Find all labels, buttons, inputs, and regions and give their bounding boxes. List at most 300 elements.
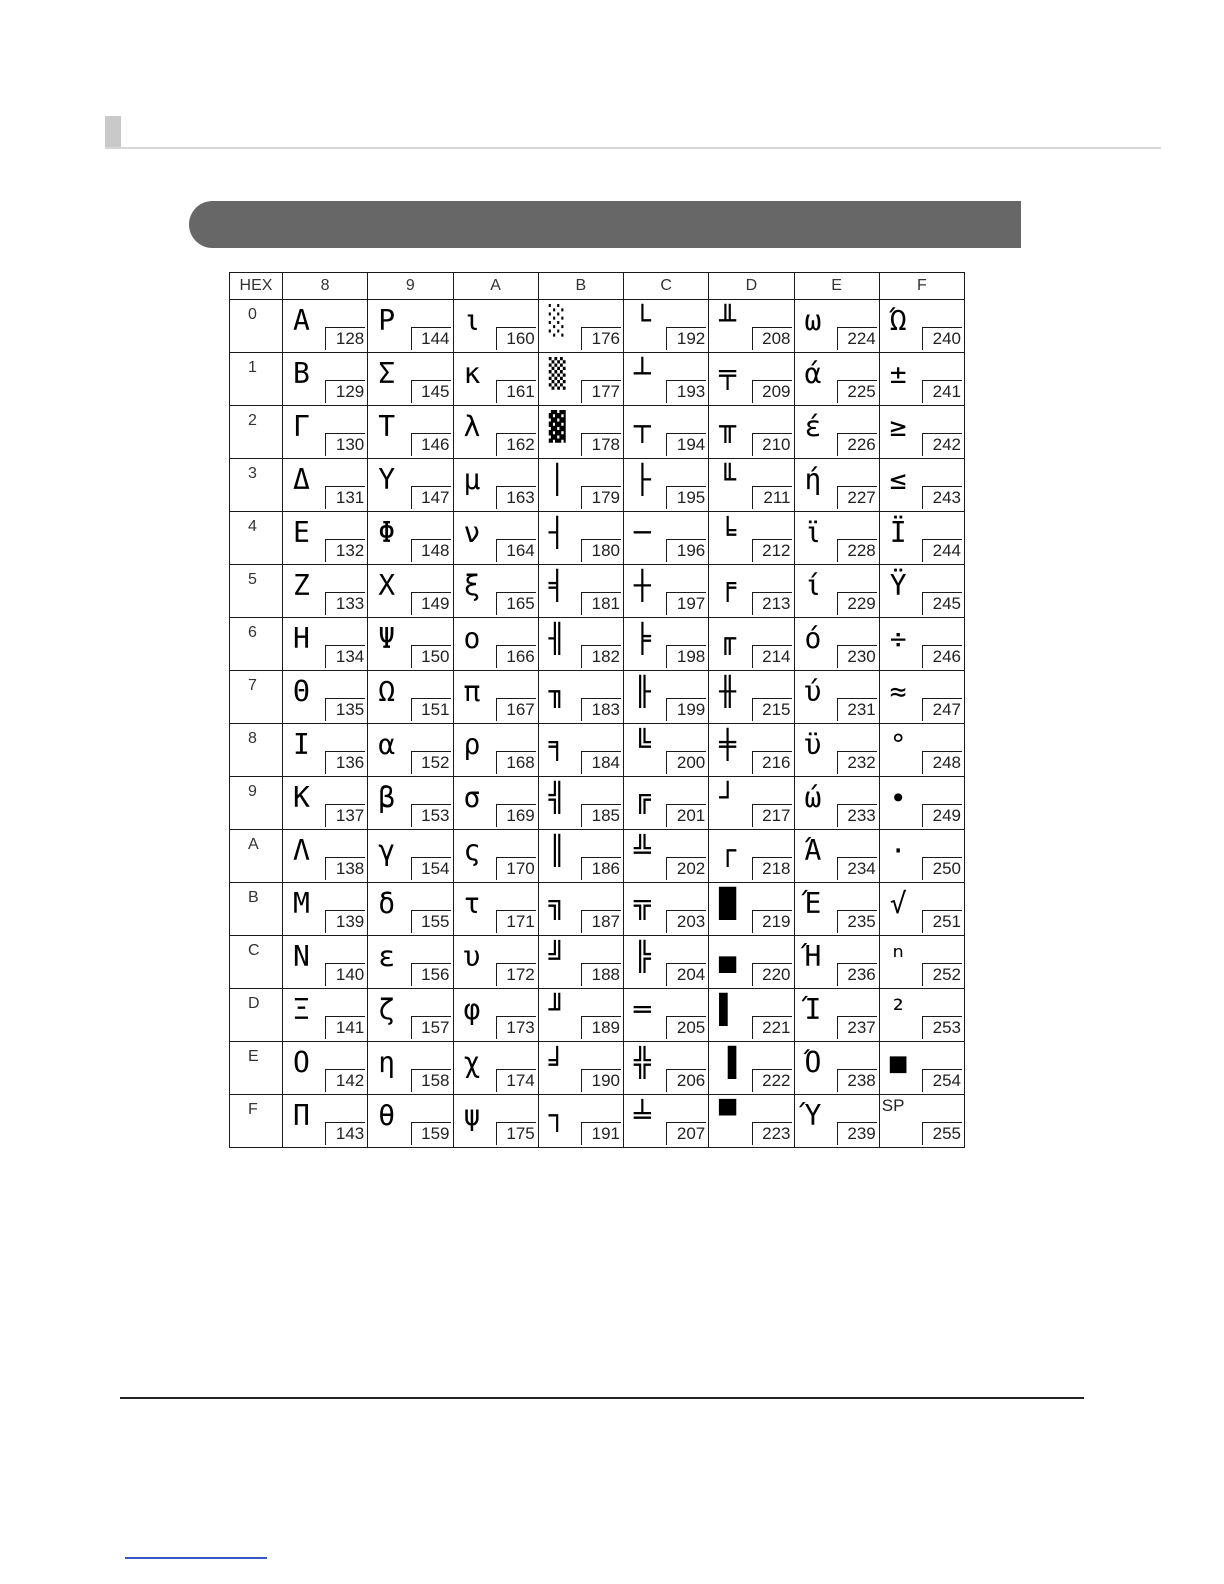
character-cell [879,618,964,671]
column-header: 8 [283,273,368,300]
decimal-code: 218 [752,857,792,880]
character-glyph: ┘ [719,781,737,814]
row-header: D [230,989,283,1042]
character-cell [283,512,368,565]
table-row [230,353,965,406]
decimal-code: 237 [837,1016,877,1039]
character-cell [794,459,879,512]
row-header: 7 [230,671,283,724]
character-cell [538,565,623,618]
decimal-code: 211 [752,486,792,509]
decimal-code: 235 [837,910,877,933]
decimal-code: 137 [325,804,365,827]
character-glyph: ό [804,622,822,655]
character-glyph: ϋ [804,728,822,761]
character-glyph: ┴ [634,357,651,390]
table-row [230,936,965,989]
character-cell [879,936,964,989]
character-cell [283,1095,368,1148]
table-row [230,830,965,883]
decimal-code: 169 [496,804,536,827]
column-header: 9 [368,273,453,300]
section-marker [105,116,121,148]
character-cell [368,830,453,883]
character-glyph: ╨ [719,304,737,337]
character-glyph: τ [463,887,481,920]
decimal-code: 233 [837,804,877,827]
decimal-code: 178 [581,433,621,456]
character-glyph: κ [463,357,481,390]
character-glyph: ┬ [634,410,651,443]
character-glyph: Η [293,622,310,655]
character-cell [283,830,368,883]
character-glyph: Π [293,1099,310,1132]
character-cell [794,1042,879,1095]
row-header: 6 [230,618,283,671]
character-cell [283,618,368,671]
character-cell [879,300,964,353]
decimal-code: 236 [837,963,877,986]
character-cell [879,459,964,512]
character-cell [709,406,794,459]
decimal-code: 168 [496,751,536,774]
decimal-code: 145 [411,380,451,403]
character-glyph: ╣ [548,781,566,814]
decimal-code: 147 [411,486,451,509]
row-header: B [230,883,283,936]
character-cell [794,1095,879,1148]
character-glyph: ■ [889,1046,907,1079]
decimal-code: 157 [411,1016,451,1039]
decimal-code: 138 [325,857,365,880]
decimal-code: 175 [496,1122,536,1145]
character-cell [879,989,964,1042]
decimal-code: 140 [325,963,365,986]
character-cell [538,883,623,936]
decimal-code: 146 [411,433,451,456]
character-cell [538,724,623,777]
decimal-code: 150 [411,645,451,668]
decimal-code: 206 [666,1069,706,1092]
character-glyph: Μ [293,887,310,920]
character-glyph: ≈ [889,675,907,708]
character-cell [453,989,538,1042]
row-header: A [230,830,283,883]
character-cell [368,883,453,936]
character-glyph: θ [378,1099,396,1132]
table-row [230,618,965,671]
decimal-code: 213 [752,592,792,615]
character-glyph: SP [881,1096,905,1115]
character-glyph: ί [804,569,822,602]
character-cell [283,353,368,406]
character-cell [709,671,794,724]
decimal-code: 253 [922,1016,962,1039]
row-header: 0 [230,300,283,353]
character-cell [283,406,368,459]
row-header: 5 [230,565,283,618]
character-cell [453,353,538,406]
decimal-code: 198 [666,645,706,668]
character-cell [368,406,453,459]
character-glyph: ² [889,993,907,1026]
decimal-code: 184 [581,751,621,774]
character-cell [453,936,538,989]
character-cell [709,830,794,883]
character-glyph: Λ [293,834,310,867]
decimal-code: 195 [666,486,706,509]
character-glyph: Ζ [293,569,310,602]
character-cell [879,777,964,830]
table-row [230,459,965,512]
decimal-code: 170 [496,857,536,880]
character-glyph: Σ [378,357,396,390]
character-glyph: ╓ [719,622,737,655]
table-row [230,300,965,353]
decimal-code: 204 [666,963,706,986]
footer-link-underline[interactable] [125,1557,267,1559]
character-glyph: Ή [804,940,822,973]
decimal-code: 212 [752,539,792,562]
decimal-code: 215 [752,698,792,721]
decimal-code: 177 [581,380,621,403]
decimal-code: 247 [922,698,962,721]
decimal-code: 217 [752,804,792,827]
character-cell [283,724,368,777]
character-glyph: Κ [293,781,310,814]
decimal-code: 199 [666,698,706,721]
character-glyph: π [463,675,481,708]
character-glyph: ν [463,516,481,549]
decimal-code: 232 [837,751,877,774]
character-glyph: ║ [548,834,566,867]
row-header: 4 [230,512,283,565]
character-glyph: ύ [804,675,822,708]
decimal-code: 201 [666,804,706,827]
character-glyph: λ [463,410,481,443]
decimal-code: 151 [411,698,451,721]
character-glyph: ▓ [548,410,566,443]
table-row [230,1095,965,1148]
character-cell [368,353,453,406]
row-header: 2 [230,406,283,459]
character-cell [794,671,879,724]
decimal-code: 207 [666,1122,706,1145]
character-cell [794,989,879,1042]
character-cell [624,936,709,989]
character-cell [283,671,368,724]
character-glyph: ═ [634,993,651,1026]
character-glyph: ξ [463,569,481,602]
table-row [230,724,965,777]
column-header: B [538,273,623,300]
character-glyph: Ξ [293,993,310,1026]
column-header: A [453,273,538,300]
decimal-code: 154 [411,857,451,880]
character-glyph: ι [463,304,481,337]
decimal-code: 231 [837,698,877,721]
decimal-code: 185 [581,804,621,827]
character-cell [283,1042,368,1095]
character-cell [538,936,623,989]
character-glyph: ε [378,940,396,973]
decimal-code: 251 [922,910,962,933]
character-glyph: ∙ [889,781,907,814]
character-cell [879,830,964,883]
character-cell [709,459,794,512]
character-cell [624,300,709,353]
decimal-code: 158 [411,1069,451,1092]
character-cell [624,1042,709,1095]
character-cell [368,671,453,724]
table-row [230,989,965,1042]
character-cell [709,618,794,671]
decimal-code: 190 [581,1069,621,1092]
column-header: E [794,273,879,300]
decimal-code: 192 [666,327,706,350]
character-glyph: μ [463,463,481,496]
decimal-code: 162 [496,433,536,456]
decimal-code: 197 [666,592,706,615]
decimal-code: 245 [922,592,962,615]
decimal-code: 135 [325,698,365,721]
corner-label: HEX [230,273,283,300]
decimal-code: 189 [581,1016,621,1039]
character-glyph: ÷ [889,622,907,655]
decimal-code: 243 [922,486,962,509]
decimal-code: 227 [837,486,877,509]
decimal-code: 182 [581,645,621,668]
character-glyph: ─ [634,516,651,549]
character-glyph: Ό [804,1046,822,1079]
character-cell [624,1095,709,1148]
table-row [230,671,965,724]
character-glyph: ╧ [634,1099,651,1132]
column-header: D [709,273,794,300]
character-cell [709,565,794,618]
character-glyph: ╙ [719,463,737,496]
character-glyph: ╬ [634,1046,651,1079]
character-glyph: ▐ [719,1046,737,1079]
decimal-code: 228 [837,539,877,562]
character-cell [453,671,538,724]
character-glyph: ▌ [719,993,737,1026]
character-glyph: ▀ [719,1099,737,1132]
character-cell [624,671,709,724]
character-cell [879,406,964,459]
table-row [230,1042,965,1095]
character-cell [794,565,879,618]
decimal-code: 208 [752,327,792,350]
character-glyph: ╒ [719,569,737,602]
character-glyph: Ι [293,728,310,761]
decimal-code: 224 [837,327,877,350]
character-glyph: Β [293,357,310,390]
decimal-code: 223 [752,1122,792,1145]
decimal-code: 144 [411,327,451,350]
decimal-code: 254 [922,1069,962,1092]
character-cell [794,830,879,883]
character-glyph: ή [804,463,822,496]
decimal-code: 225 [837,380,877,403]
character-glyph: ┌ [719,834,737,867]
character-cell [624,459,709,512]
character-cell [283,936,368,989]
character-cell [794,883,879,936]
character-glyph: γ [378,834,396,867]
decimal-code: 187 [581,910,621,933]
character-glyph: Ε [293,516,310,549]
character-glyph: ▒ [548,357,566,390]
character-glyph: │ [548,463,566,496]
decimal-code: 244 [922,539,962,562]
character-cell [709,883,794,936]
character-cell [794,777,879,830]
table-row [230,883,965,936]
character-glyph: Ώ [889,304,907,337]
character-cell [453,883,538,936]
character-cell [879,883,964,936]
character-cell [368,618,453,671]
character-cell [624,618,709,671]
character-glyph: χ [463,1046,481,1079]
character-glyph: ╥ [719,410,737,443]
character-glyph: Φ [378,516,396,549]
character-glyph: ╤ [719,357,737,390]
character-glyph: Υ [378,463,396,496]
character-glyph: ά [804,357,822,390]
row-header: 1 [230,353,283,406]
header-row [230,273,965,300]
character-cell [368,936,453,989]
decimal-code: 191 [581,1122,621,1145]
character-cell [368,777,453,830]
character-glyph: ω [804,304,822,337]
footer-rule [120,1397,1084,1399]
character-glyph: ο [463,622,481,655]
character-glyph: α [378,728,396,761]
column-header: C [624,273,709,300]
character-cell [368,1042,453,1095]
decimal-code: 143 [325,1122,365,1145]
character-cell [538,989,623,1042]
character-glyph: ≥ [889,410,907,443]
character-glyph: ┤ [548,516,566,549]
character-glyph: Θ [293,675,310,708]
decimal-code: 249 [922,804,962,827]
row-header: 8 [230,724,283,777]
decimal-code: 250 [922,857,962,880]
section-heading-bar [189,201,1021,248]
character-cell [794,936,879,989]
decimal-code: 141 [325,1016,365,1039]
character-cell [794,300,879,353]
decimal-code: 252 [922,963,962,986]
decimal-code: 181 [581,592,621,615]
character-cell [879,1042,964,1095]
decimal-code: 221 [752,1016,792,1039]
character-glyph: έ [804,410,822,443]
character-cell [283,883,368,936]
decimal-code: 172 [496,963,536,986]
character-cell [368,512,453,565]
character-cell [794,724,879,777]
decimal-code: 153 [411,804,451,827]
character-cell [453,459,538,512]
decimal-code: 166 [496,645,536,668]
character-glyph: φ [463,993,481,1026]
character-cell [453,565,538,618]
character-glyph: ⁿ [889,940,907,973]
row-header: 3 [230,459,283,512]
character-glyph: · [889,834,907,867]
decimal-code: 194 [666,433,706,456]
character-cell [624,830,709,883]
character-glyph: ╩ [634,834,651,867]
character-glyph: υ [463,940,481,973]
character-cell [879,671,964,724]
character-cell [624,406,709,459]
character-cell [453,512,538,565]
character-glyph: ╢ [548,622,566,655]
character-cell [879,353,964,406]
character-cell [368,724,453,777]
character-glyph: ╜ [548,993,566,1026]
header-rule [105,147,1161,149]
decimal-code: 210 [752,433,792,456]
decimal-code: 142 [325,1069,365,1092]
character-cell [879,565,964,618]
character-glyph: ╫ [719,675,737,708]
character-cell [709,353,794,406]
decimal-code: 196 [666,539,706,562]
character-cell [538,406,623,459]
decimal-code: 222 [752,1069,792,1092]
character-cell [624,565,709,618]
decimal-code: 161 [496,380,536,403]
decimal-code: 180 [581,539,621,562]
decimal-code: 139 [325,910,365,933]
decimal-code: 176 [581,327,621,350]
decimal-code: 234 [837,857,877,880]
decimal-code: 160 [496,327,536,350]
character-cell [794,512,879,565]
decimal-code: 131 [325,486,365,509]
character-glyph: ± [889,357,907,390]
decimal-code: 133 [325,592,365,615]
character-cell [453,1042,538,1095]
character-glyph: └ [634,304,651,337]
decimal-code: 226 [837,433,877,456]
decimal-code: 203 [666,910,706,933]
character-glyph: ώ [804,781,822,814]
table-row [230,565,965,618]
character-glyph: █ [719,887,737,920]
decimal-code: 188 [581,963,621,986]
decimal-code: 200 [666,751,706,774]
decimal-code: 246 [922,645,962,668]
decimal-code: 129 [325,380,365,403]
character-glyph: ς [463,834,481,867]
character-glyph: ▄ [719,940,737,973]
decimal-code: 255 [922,1122,962,1145]
character-glyph: β [378,781,396,814]
table-row [230,406,965,459]
decimal-code: 163 [496,486,536,509]
character-cell [453,406,538,459]
character-cell [879,1095,964,1148]
character-cell [368,300,453,353]
